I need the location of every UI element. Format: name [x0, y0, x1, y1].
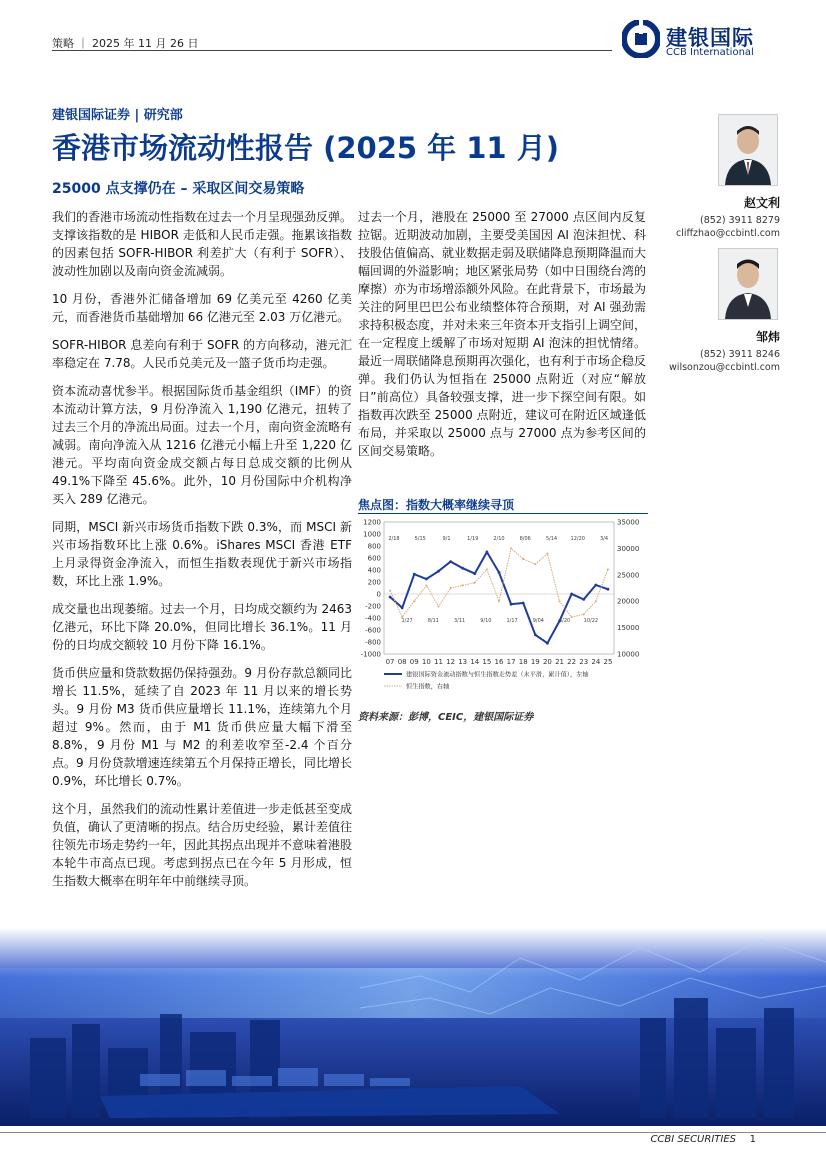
x-tick-label: 19: [530, 658, 540, 666]
annotation-label: 12/20: [570, 536, 585, 542]
y-left-tick-label: -1000: [360, 650, 381, 659]
data-point: [389, 596, 392, 599]
y-left-tick-label: -600: [365, 626, 381, 635]
footer-label: CCBI SECURITIES: [650, 1134, 736, 1145]
data-point: [401, 606, 404, 609]
analyst-name: 邹炜: [755, 330, 780, 344]
paragraph: 10 月份，香港外汇储备增加 69 亿美元至 4260 亿美元，而香港货币基础增加 66 亿港元至 2.03 万亿港元。: [52, 292, 352, 324]
x-tick-label: 14: [470, 658, 480, 666]
data-point: [485, 551, 488, 554]
analyst-photo: [718, 114, 778, 186]
footer-divider: [0, 1132, 826, 1133]
y-left-tick-label: 600: [367, 554, 381, 563]
y-left-tick-label: 200: [367, 578, 381, 587]
logo-chinese-name: 建银国际: [666, 26, 754, 50]
data-point: [462, 584, 464, 586]
y-left-tick-label: -200: [365, 602, 381, 611]
legend-label: 建银国际资金流动指数与恒生指数走势差（未平滑，累计值），左轴: [406, 671, 589, 679]
data-point: [571, 616, 573, 618]
middle-column: [358, 208, 646, 470]
annotation-label: 8/11: [427, 618, 439, 624]
series-line-liquidity-index: [390, 552, 608, 643]
data-point: [473, 572, 476, 575]
paragraph: 我们的香港市场流动性指数在过去一个月呈现强劲反弹。支撑该指数的是 HIBOR 走低和人民币走强。拖累该指数的因素包括 SOFR-HIBOR 利差扩大（有利于 SOFR）、波动性加剧以及南向资金流减弱。: [52, 210, 353, 278]
y-right-tick-label: 25000: [617, 571, 640, 580]
data-point: [607, 588, 610, 591]
x-tick-label: 08: [397, 658, 407, 666]
x-tick-label: 20: [542, 658, 552, 666]
annotation-label: 3/11: [454, 618, 466, 624]
data-point: [546, 553, 548, 555]
annotation-label: 9/04: [532, 618, 544, 624]
annotation-label: 3/20: [559, 618, 571, 624]
annotation-label: 5/15: [414, 536, 426, 542]
company-logo: [622, 20, 782, 62]
analyst-email[interactable]: wilsonzou@ccbintl.com: [669, 362, 780, 373]
y-right-tick-label: 20000: [617, 597, 640, 606]
analyst-photo: [718, 248, 778, 320]
x-tick-label: 09: [409, 658, 419, 666]
legend-label: 恒生指数，右轴: [406, 683, 450, 691]
y-left-tick-label: 1200: [363, 518, 381, 527]
header-divider: [52, 50, 612, 51]
left-column: [52, 208, 352, 900]
department-label: 建银国际证券 | 研究部: [52, 108, 183, 123]
y-left-tick-label: -400: [365, 614, 381, 623]
data-point: [510, 547, 512, 549]
annotation-label: 9/1: [442, 536, 451, 542]
report-subtitle: 25000 点支撑仍在 – 采取区间交易策略: [52, 181, 305, 197]
x-tick-label: 18: [518, 658, 528, 666]
y-left-tick-label: 0: [376, 590, 381, 599]
report-meta: 策略 ｜ 2025 年 11 月 26 日: [52, 37, 199, 50]
y-left-tick-label: -800: [365, 638, 381, 647]
analyst-name: 赵文利: [743, 196, 780, 210]
y-left-tick-label: 400: [367, 566, 381, 575]
x-tick-label: 17: [506, 658, 516, 666]
data-point: [498, 600, 500, 602]
paragraph: 同期，MSCI 新兴市场货币指数下跌 0.3%，而 MSCI 新兴市场指数环比上涨 0.6%。iShares MSCI 香港 ETF 上月录得资金净流入，而恒生指数表现优于新兴市场指数，环比上涨 1.9%。: [52, 520, 352, 588]
paragraph: 资本流动喜忧参半。根据国际货币基金组织（IMF）的资本流动计算方法，9 月份净流入 1,190 亿港元，扭转了过去三个月的净流出局面。过去一个月，南向资金流略有减弱。南向净流入从 1216 亿港元小幅上升至 1,220 亿港元。平均南向资金成交额占每日总成交额的比例从 49.1%下降至 45.6%。此外，10 月份国际中介机构净买入 289 亿港元。: [52, 384, 353, 506]
data-point: [510, 603, 513, 606]
data-point: [522, 602, 525, 605]
paragraph: 货币供应量和贷款数据仍保持强劲。9 月份存款总额同比增长 11.5%，延续了自 2023 年 11 月以来的增长势头。9 月份 M3 货币供应量增长 11.1%，连续第九个月超过 9%。然而，由于 M1 货币供应量大幅下滑至 8.8%，9 月份 M1 与 M2 的利差收窄至-2.4 个百分点。9 月份贷款增速连续第五个月保持正增长，同比增长 0.9%，环比增长 0.7%。: [52, 666, 352, 788]
data-point: [546, 642, 549, 645]
ccb-logo-icon: [622, 20, 660, 58]
x-tick-label: 13: [458, 658, 468, 666]
paragraph: SOFR-HIBOR 息差向有利于 SOFR 的方向移动，港元汇率稳定在 7.78。人民币兑美元及一篮子货币均走强。: [52, 338, 352, 370]
analyst-email[interactable]: cliffzhao@ccbintl.com: [676, 228, 780, 239]
avatar-icon: [719, 249, 777, 319]
y-right-tick-label: 15000: [617, 624, 640, 633]
annotation-label: 2/10: [493, 536, 505, 542]
x-tick-label: 24: [591, 658, 601, 666]
annotation-label: 5/14: [545, 536, 558, 542]
report-title: 香港市场流动性报告 (2025 年 11 月): [52, 131, 559, 165]
data-point: [582, 598, 585, 601]
paragraph: 这个月，虽然我们的流动性累计差值进一步走低甚至变成负值，确认了更清晰的拐点。结合历史经验，累计差值往往领先市场走势约一年，因此其拐点出现并不意味着港股本轮牛市高点已现。考虑到拐点已在今年 5 月形成，恒生指数大概率在明年年中前继续寻顶。: [52, 802, 353, 888]
annotation-label: 1/19: [467, 536, 479, 542]
annotation-label: 2/18: [388, 536, 400, 542]
x-tick-label: 25: [603, 658, 613, 666]
data-point: [389, 590, 391, 592]
x-tick-label: 10: [421, 658, 431, 666]
data-point: [437, 605, 439, 607]
figure-source: 资料来源：彭博，CEIC，建银国际证券: [358, 712, 534, 723]
analyst-phone: (852) 3911 8279: [700, 215, 780, 226]
x-tick-label: 11: [434, 658, 443, 666]
data-point: [413, 573, 416, 576]
data-point: [450, 587, 452, 589]
data-point: [594, 584, 597, 587]
x-tick-label: 22: [567, 658, 577, 666]
y-right-tick-label: 30000: [617, 544, 640, 553]
data-point: [461, 567, 464, 570]
y-left-tick-label: 1000: [363, 530, 381, 539]
y-right-tick-label: 35000: [617, 518, 640, 527]
y-right-tick-label: 10000: [617, 650, 640, 659]
figure-divider: [358, 513, 648, 514]
avatar-icon: [719, 115, 777, 185]
data-point: [425, 578, 428, 581]
page-number: 1: [749, 1134, 756, 1145]
data-point: [570, 593, 573, 596]
data-point: [498, 571, 501, 574]
series-line-hang-seng-index: [390, 548, 608, 617]
data-point: [449, 560, 452, 563]
data-point: [559, 600, 561, 602]
annotation-label: 9/10: [480, 618, 492, 624]
annotation-label: 1/17: [506, 618, 518, 624]
data-point: [534, 563, 536, 565]
data-point: [474, 582, 476, 584]
figure-title: 焦点图：指数大概率继续寻顶: [358, 498, 515, 512]
analyst-phone: (852) 3911 8246: [700, 349, 780, 360]
x-tick-label: 23: [579, 658, 589, 666]
x-tick-label: 15: [482, 658, 492, 666]
annotation-label: 3/4: [599, 536, 609, 542]
data-point: [437, 570, 440, 573]
y-left-tick-label: 800: [367, 542, 381, 551]
decorative-banner: [0, 928, 826, 1126]
data-point: [607, 569, 609, 571]
data-point: [534, 633, 537, 636]
data-point: [413, 600, 415, 602]
data-point: [595, 600, 597, 602]
annotation-label: 8/06: [519, 536, 531, 542]
liquidity-chart: [356, 516, 656, 706]
x-tick-label: 12: [446, 658, 456, 666]
data-point: [583, 613, 585, 615]
paragraph: 成交量也出现萎缩。过去一个月，日均成交额约为 2463 亿港元，环比下降 20.0%，但同比增长 36.1%。11 月份的日均成交额较 10 月份下降 16.1%。: [52, 602, 352, 652]
logo-english-name: CCB International: [666, 47, 754, 58]
x-tick-label: 16: [494, 658, 504, 666]
x-tick-label: 07: [385, 658, 395, 666]
data-point: [522, 558, 524, 560]
data-point: [486, 569, 488, 571]
x-tick-label: 21: [555, 658, 564, 666]
annotation-label: 10/22: [583, 618, 599, 624]
page-header: [0, 0, 826, 60]
annotation-label: 1/27: [401, 618, 413, 624]
data-point: [425, 584, 427, 586]
paragraph: 过去一个月，港股在 25000 至 27000 点区间内反复拉锯。近期波动加剧，主要受美国因 AI 泡沫担忧、科技股估值偏高、就业数据走弱及联储降息预期降温而大幅回调的外溢影响；地区紧张局势（如中日围绕台湾的摩擦）亦为市场增添额外风险。在此背景下，市场最为关注的阿里巴巴公布业绩整体符合预期，对 AI 强劲需求持积极态度，并对未来三年资本开支指引上调空间，在一定程度上缓解了市场对短期 AI 泡沫的担忧情绪。最近一周联储降息预期再次强化，也有利于市场企稳反弹。我们仍认为恒指在 25000 点附近（对应“解放日”前高位）具备较强支撑，进一步下探空间有限。如指数再次跌至 25000 点附近，建议可在附近区域逢低布局，并采取以 25000 点与 27000 点为参考区间的区间交易策略。: [358, 210, 647, 458]
